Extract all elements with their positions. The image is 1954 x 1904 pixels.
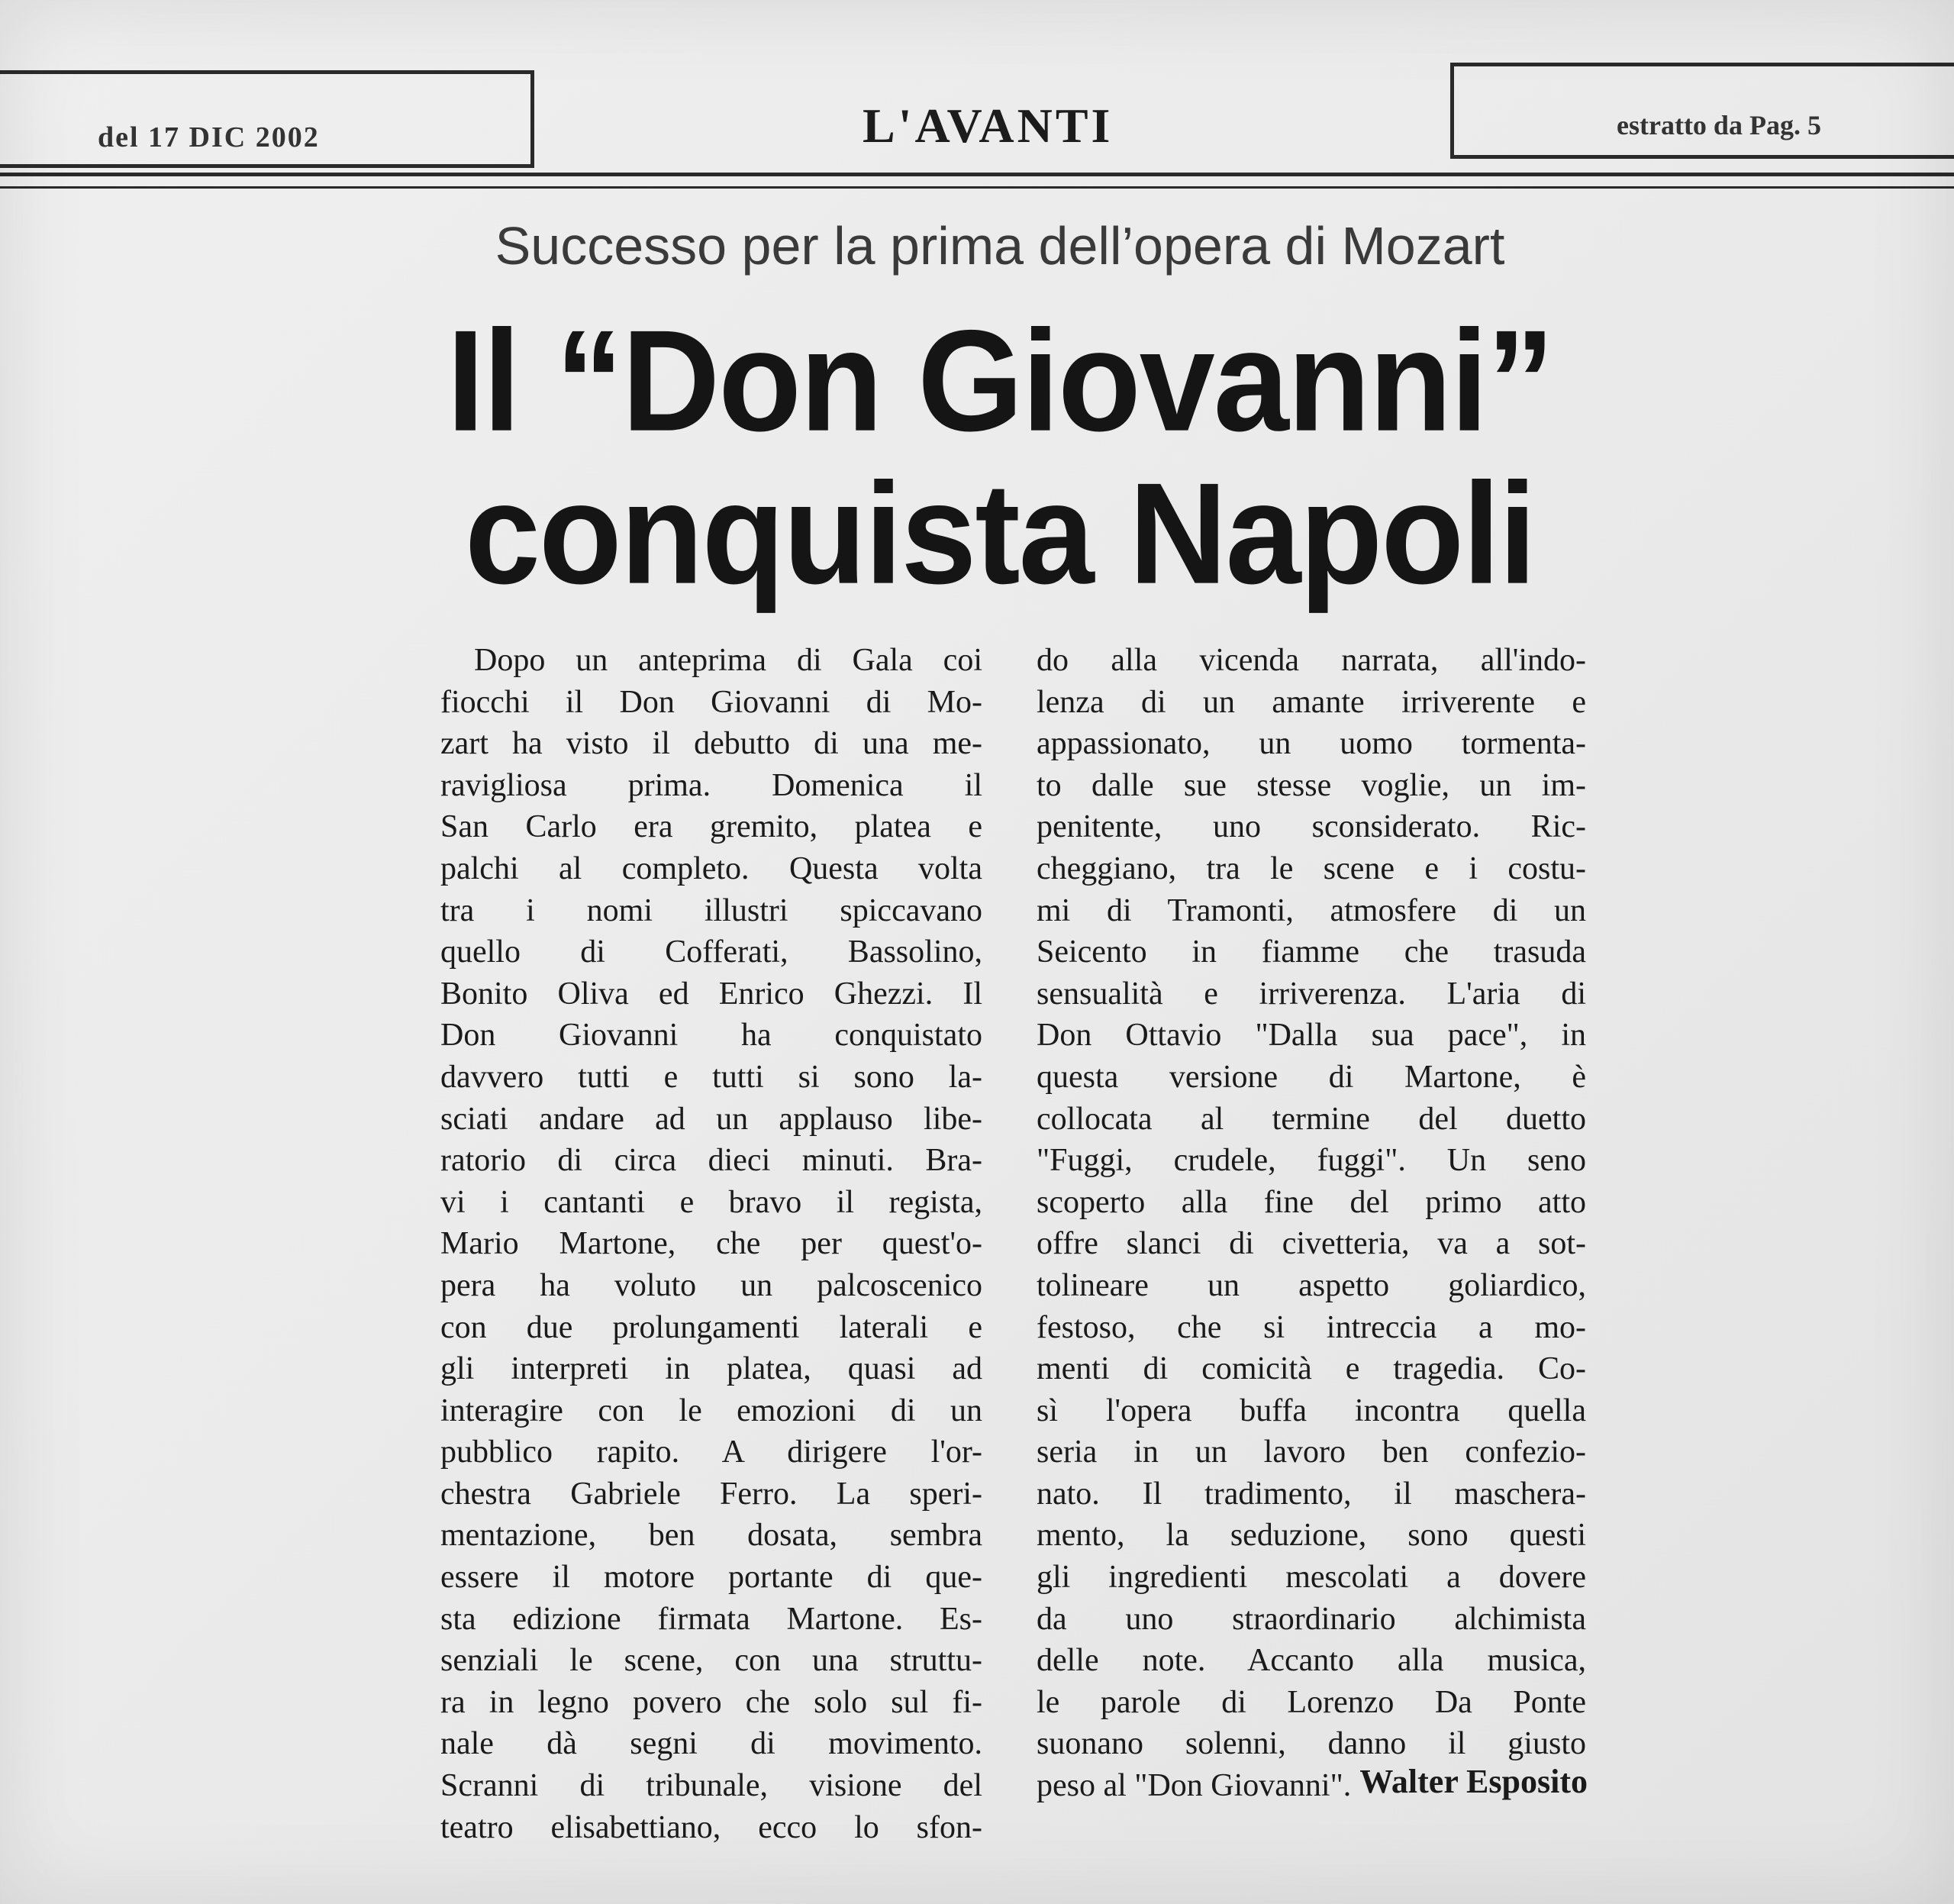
article-author: Walter Esposito: [1359, 1763, 1588, 1800]
page-reference: estratto da Pag. 5: [1617, 110, 1821, 140]
article-line: gli interpreti in platea, quasi ad: [440, 1351, 982, 1387]
article-line: teatro elisabettiano, ecco lo sfon-: [440, 1809, 982, 1845]
masthead-divider-thin: [0, 186, 1954, 189]
article-line: questa versione di Martone, è: [1037, 1059, 1586, 1095]
newspaper-name: L'AVANTI: [863, 98, 1114, 153]
article-line: to dalle sue stesse voglie, un im-: [1037, 767, 1586, 803]
article-line: sta edizione firmata Martone. Es-: [440, 1601, 982, 1637]
article-line: essere il motore portante di que-: [440, 1560, 982, 1596]
article-line: da uno straordinario alchimista: [1037, 1601, 1586, 1637]
article-line: festoso, che si intreccia a mo-: [1037, 1309, 1586, 1345]
article-line: "Fuggi, crudele, fuggi". Un seno: [1037, 1143, 1586, 1179]
article-column-left: [440, 640, 982, 1848]
article-line: ratorio di circa dieci minuti. Bra-: [440, 1143, 982, 1179]
masthead-divider: [0, 173, 1954, 176]
article-line: tolineare un aspetto goliardico,: [1037, 1267, 1586, 1303]
article-line: senziali le scene, con una struttu-: [440, 1643, 982, 1679]
article-line: sciati andare ad un applauso libe-: [440, 1101, 982, 1137]
article-line: tra i nomi illustri spiccavano: [440, 892, 982, 928]
article-line: nale dà segni di movimento.: [440, 1726, 982, 1762]
article-line: collocata al termine del duetto: [1037, 1101, 1586, 1137]
article-line: pera ha voluto un palcoscenico: [440, 1267, 982, 1303]
article-line: Seicento in fiamme che trasuda: [1037, 934, 1586, 970]
article-line: Dopo un anteprima di Gala coi: [474, 643, 982, 678]
article-line: le parole di Lorenzo Da Ponte: [1037, 1684, 1586, 1720]
article-kicker: Successo per la prima dell’opera di Mozart: [495, 216, 1505, 276]
article-line: San Carlo era gremito, platea e: [440, 809, 982, 845]
article-line: Bonito Oliva ed Enrico Ghezzi. Il: [440, 976, 982, 1012]
article-line: sensualità e irriverenza. L'aria di: [1037, 976, 1586, 1012]
article-line: gli ingredienti mescolati a dovere: [1037, 1560, 1586, 1596]
article-line: Scranni di tribunale, visione del: [440, 1768, 982, 1804]
article-line: lenza di un amante irriverente e: [1037, 684, 1586, 720]
headline-line-2: conquista Napoli: [465, 453, 1535, 614]
article-line: pubblico rapito. A dirigere l'or-: [440, 1434, 982, 1470]
article-line: vi i cantanti e bravo il regista,: [440, 1184, 982, 1220]
article-line: mento, la seduzione, sono questi: [1037, 1518, 1586, 1554]
article-line: peso al "Don Giovanni".: [1037, 1768, 1352, 1804]
article-line: mentazione, ben dosata, sembra: [440, 1518, 982, 1554]
article-line: chestra Gabriele Ferro. La speri-: [440, 1476, 982, 1512]
article-line: do alla vicenda narrata, all'indo-: [1037, 643, 1586, 678]
article-line: nato. Il tradimento, il maschera-: [1037, 1476, 1586, 1512]
article-line: ra in legno povero che solo sul fi-: [440, 1684, 982, 1720]
article-column-right: [1037, 640, 1586, 1807]
article-line: fiocchi il Don Giovanni di Mo-: [440, 684, 982, 720]
article-line: offre slanci di civetteria, va a sot-: [1037, 1226, 1586, 1262]
article-line: con due prolungamenti laterali e: [440, 1309, 982, 1345]
article-line: mi di Tramonti, atmosfere di un: [1037, 892, 1586, 928]
article-line: zart ha visto il debutto di una me-: [440, 726, 982, 762]
article-line: palchi al completo. Questa volta: [440, 850, 982, 886]
article-line: appassionato, un uomo tormenta-: [1037, 726, 1586, 762]
article-line: menti di comicità e tragedia. Co-: [1037, 1351, 1586, 1387]
publication-date: del 17 DIC 2002: [98, 121, 320, 153]
article-line: seria in un lavoro ben confezio-: [1037, 1434, 1586, 1470]
article-line: cheggiano, tra le scene e i costu-: [1037, 850, 1586, 886]
article-line: quello di Cofferati, Bassolino,: [440, 934, 982, 970]
article-line: sì l'opera buffa incontra quella: [1037, 1393, 1586, 1428]
article-line: suonano solenni, danno il giusto: [1037, 1726, 1586, 1762]
article-line: davvero tutti e tutti si sono la-: [440, 1059, 982, 1095]
article-line: scoperto alla fine del primo atto: [1037, 1184, 1586, 1220]
article-line: Don Ottavio "Dalla sua pace", in: [1037, 1018, 1586, 1054]
article-line: interagire con le emozioni di un: [440, 1393, 982, 1428]
article-line: ravigliosa prima. Domenica il: [440, 767, 982, 803]
article-line: Don Giovanni ha conquistato: [440, 1018, 982, 1054]
headline-line-1: Il “Don Giovanni”: [447, 300, 1553, 461]
article-line: penitente, uno sconsiderato. Ric-: [1037, 809, 1586, 845]
article-line: Mario Martone, che per quest'o-: [440, 1226, 982, 1262]
article-line: delle note. Accanto alla musica,: [1037, 1643, 1586, 1679]
